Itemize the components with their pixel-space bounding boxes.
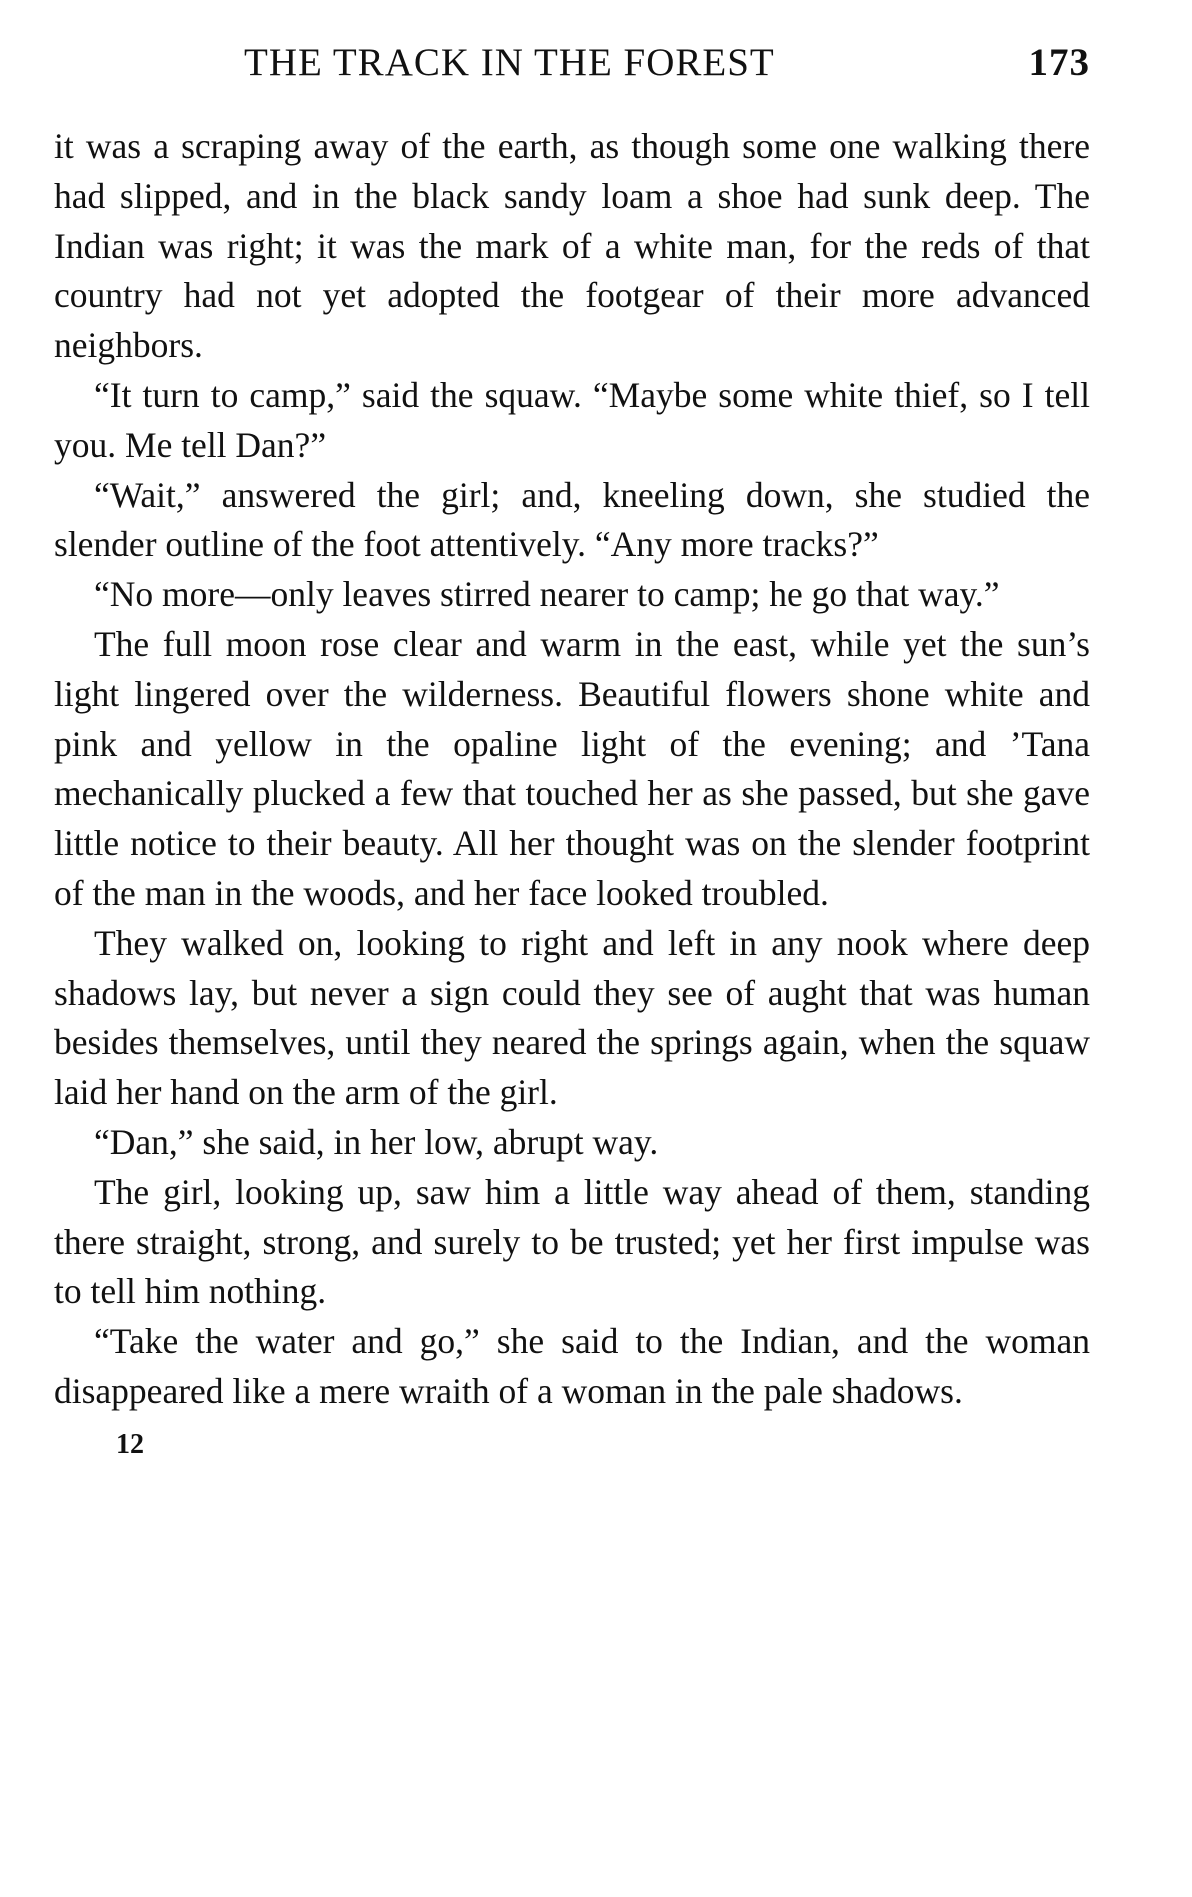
body-text	[54, 122, 1090, 1417]
paragraph: “Take the water and go,” she said to the Indian, and the woman disappeared like a mere wraith of a woman in the pale shadows.	[54, 1321, 1090, 1411]
paragraph: “It turn to camp,” said the squaw. “Maybe some white thief, so I tell you. Me tell Dan?”	[54, 374, 1090, 465]
signature-mark: 12	[116, 1428, 144, 1460]
paragraph: The girl, looking up, saw him a little way ahead of them, standing there straight, strong, and surely to be trusted; yet her first impulse was to tell him nothing.	[54, 1171, 1090, 1312]
paragraph: “Wait,” answered the girl; and, kneeling down, she studied the slender outline of the foot attentively. “Any more tracks?”	[54, 474, 1090, 565]
page-number: 173	[1028, 41, 1090, 84]
running-head	[54, 40, 1090, 100]
book-page	[54, 40, 1090, 1461]
paragraph: The full moon rose clear and warm in the east, while yet the sun’s light lingered over the wilderness. Beautiful flowers shone white and pink and yellow in the opaline light of the evening; and ’Tana mechanically plucked a few that touched her as she passed, but she gave little notice to their beauty. All her thought was on the slender footprint of the man in the woods, and her face looked troubled.	[54, 623, 1090, 913]
running-title: THE TRACK IN THE FOREST	[244, 41, 775, 84]
paragraph: They walked on, looking to right and left in any nook where deep shadows lay, but never a sign could they see of aught that was human besides themselves, until they neared the springs again, when the squaw laid her hand on the arm of the girl.	[54, 922, 1090, 1113]
paragraph-continued: it was a scraping away of the earth, as though some one walking there had slipped, and in the black sandy loam a shoe had sunk deep. The Indian was right; it was the mark of a white man, for the reds of that country had not yet adopted the footgear of their more advanced neighbors.	[54, 126, 1090, 366]
paragraph: “Dan,” she said, in her low, abrupt way.	[94, 1121, 659, 1162]
paragraph: “No more—only leaves stirred nearer to camp; he go that way.”	[94, 574, 1000, 615]
